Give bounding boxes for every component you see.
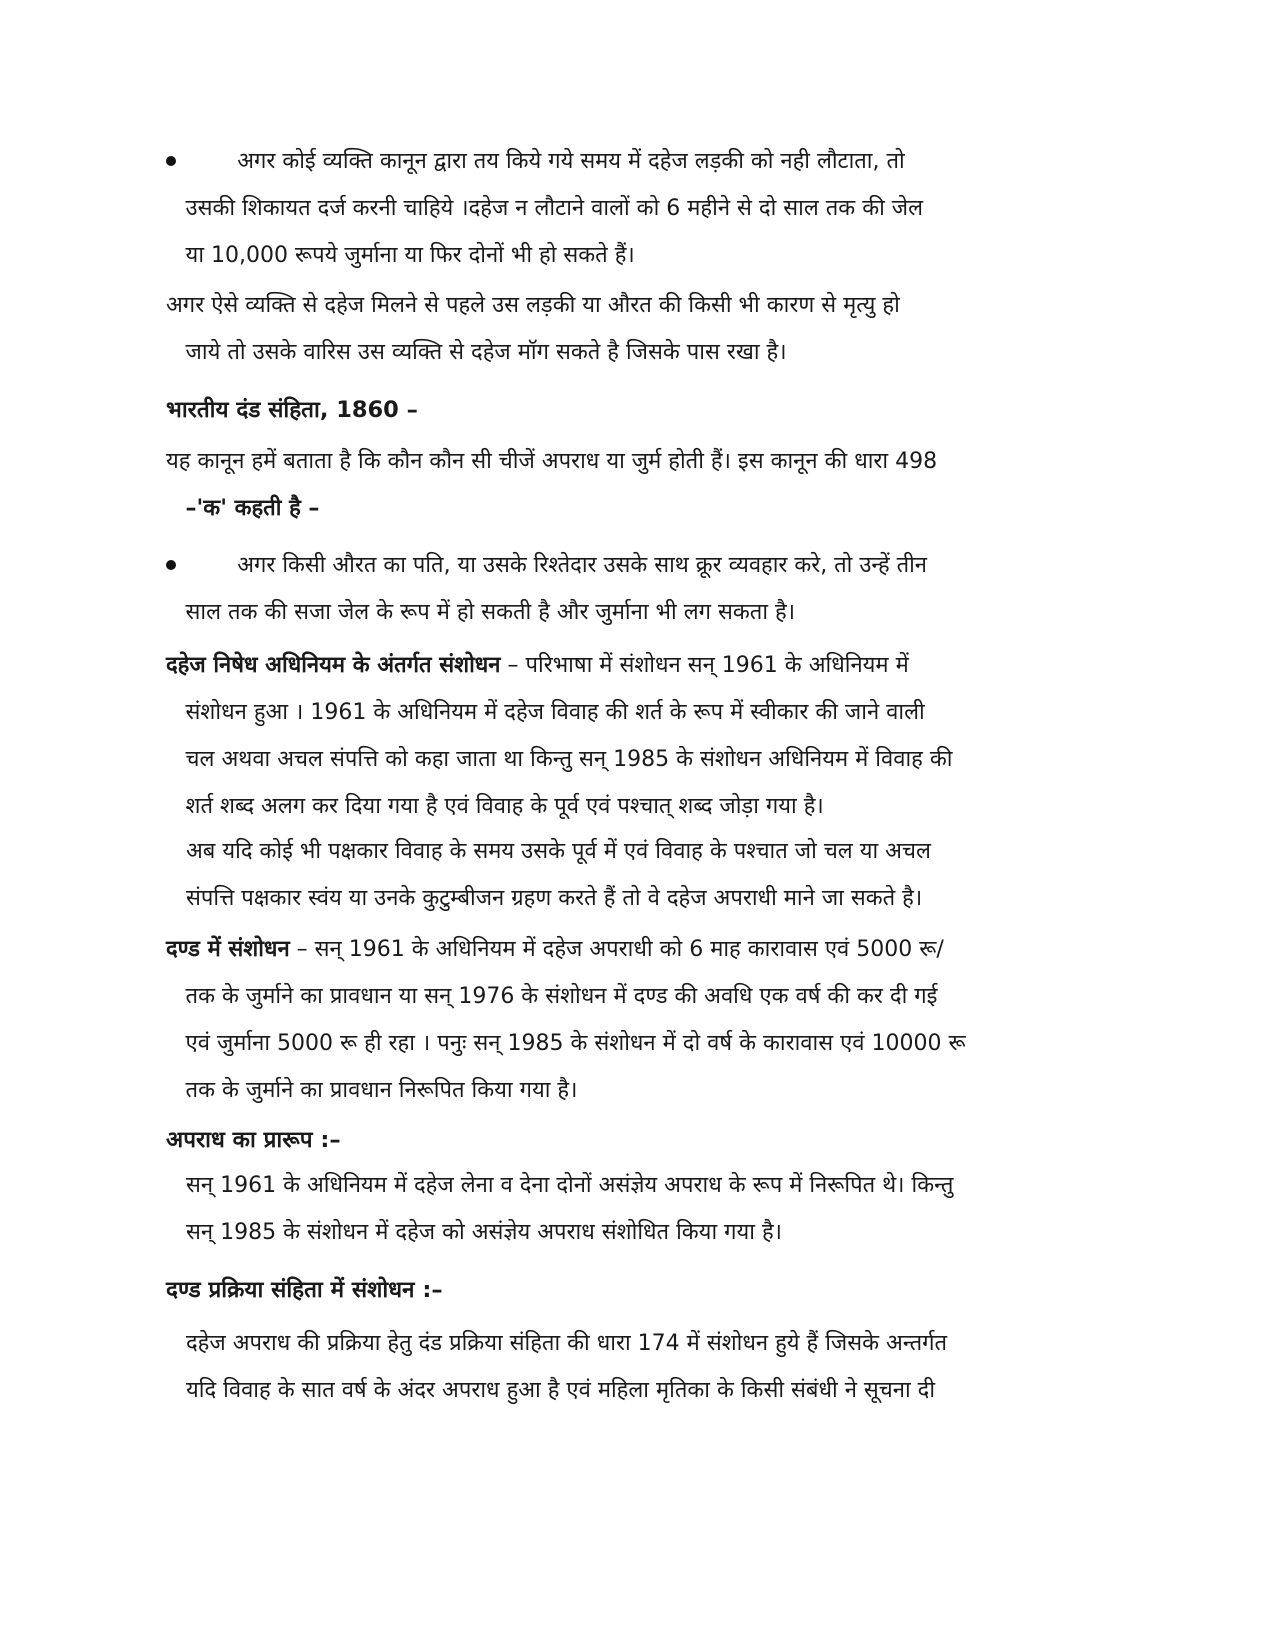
bullet-item-cruelty (166, 542, 1086, 636)
paragraph-line: जाये तो उसके वारिस उस व्यक्ति से दहेज मॉग सकते है जिसके पास रखा है। (185, 339, 787, 365)
paragraph-line: संपत्ति पक्षकार स्वंय या उनके कुटुम्बीजन ग्रहण करते हैं तो वे दहेज अपराधी माने जा सकते है। (186, 885, 923, 911)
paragraph-line: चल अथवा अचल संपत्ति को कहा जाता था किन्तु सन् 1985 के संशोधन अधिनियम में विवाह की (185, 746, 953, 772)
inline-heading: दहेज निषेध अधिनियम के अंतर्गत संशोधन (166, 652, 501, 678)
paragraph-line: – सन् 1961 के अधिनियम में दहेज अपराधी को 6 माह कारावास एवं 5000 रू/ (289, 936, 944, 962)
bullet-line: उसकी शिकायत दर्ज करनी चाहिये ।दहेज न लौटाने वालों को 6 महीने से दो साल तक की जेल (185, 195, 924, 221)
paragraph-line: यदि विवाह के सात वर्ष के अंदर अपराध हुआ है एवं महिला मृतिका के किसी संबंधी ने सूचना दी (186, 1377, 936, 1403)
paragraph-parties (166, 828, 1106, 922)
paragraph-line: तक के जुर्माने का प्रावधान निरूपित किया गया है। (185, 1077, 578, 1103)
paragraph-heirs (166, 282, 1086, 376)
bullet-line: या 10,000 रूपये जुर्माना या फिर दोनों भी हो सकते हैं। (185, 242, 635, 268)
paragraph-line: एवं जुर्माना 5000 रू ही रहा । पनुः सन् 1985 के संशोधन में दो वर्ष के कारावास एवं 10000 रू (185, 1030, 966, 1056)
bullet-line: अगर कोई व्यक्ति कानून द्वारा तय किये गये समय में दहेज लड़की को नही लौटाता, तो (237, 148, 905, 174)
paragraph-line: संशोधन हुआ । 1961 के अधिनियम में दहेज विवाह की शर्त के रूप में स्वीकार की जाने वाली (185, 699, 925, 725)
paragraph-line: सन् 1985 के संशोधन में दहेज को असंज्ञेय अपराध संशोधित किया गया है। (186, 1219, 783, 1245)
section-heading-crpc: दण्ड प्रक्रिया संहिता में संशोधन :– (166, 1277, 443, 1303)
section-heading-offence-form: अपराध का प्रारूप :– (166, 1127, 341, 1153)
paragraph-line: तक के जुर्माने का प्रावधान या सन् 1976 के संशोधन में दण्ड की अवधि एक वर्ष की कर दी गई (185, 983, 938, 1009)
paragraph-line: सन् 1961 के अधिनियम में दहेज लेना व देना दोनों असंज्ञेय अपराध के रूप में निरूपित थे। किन्तु (186, 1172, 954, 1198)
paragraph-amendment-definition (166, 642, 1086, 830)
section-heading-ipc: भारतीय दंड संहिता, 1860 – (166, 397, 418, 423)
inline-heading: दण्ड में संशोधन (166, 936, 290, 962)
bullet-line: साल तक की सजा जेल के रूप में हो सकती है और जुर्माना भी लग सकता है। (185, 599, 796, 625)
paragraph-crpc (166, 1320, 1106, 1414)
paragraph-line: अगर ऐसे व्यक्ति से दहेज मिलने से पहले उस लड़की या औरत की किसी भी कारण से मृत्यु हो (166, 292, 900, 318)
paragraph-line: –'क' कहती है – (185, 495, 320, 521)
paragraph-line: अब यदि कोई भी पक्षकार विवाह के समय उसके पूर्व में एवं विवाह के पश्चात जो चल या अचल (186, 838, 931, 864)
paragraph-line: दहेज अपराध की प्रक्रिया हेतु दंड प्रक्रिया संहिता की धारा 174 में संशोधन हुये हैं जिसके अन्तर्गत (186, 1330, 948, 1356)
bullet-item-dowry-return (166, 138, 1086, 279)
paragraph-line: यह कानून हमें बताता है कि कौन कौन सी चीजें अपराध या जुर्म होती हैं। इस कानून की धारा 498 (166, 448, 938, 474)
paragraph-ipc (166, 438, 1086, 532)
paragraph-line: शर्त शब्द अलग कर दिया गया है एवं विवाह के पूर्व एवं पश्चात् शब्द जोड़ा गया है। (185, 793, 824, 819)
paragraph-offence-form (166, 1162, 1106, 1256)
bullet-line: अगर किसी औरत का पति, या उसके रिश्तेदार उसके साथ क्रूर व्यवहार करे, तो उन्हें तीन (237, 552, 927, 578)
paragraph-punishment-amendment (166, 926, 1086, 1114)
paragraph-line: – परिभाषा में संशोधन सन् 1961 के अधिनियम में (500, 652, 909, 678)
